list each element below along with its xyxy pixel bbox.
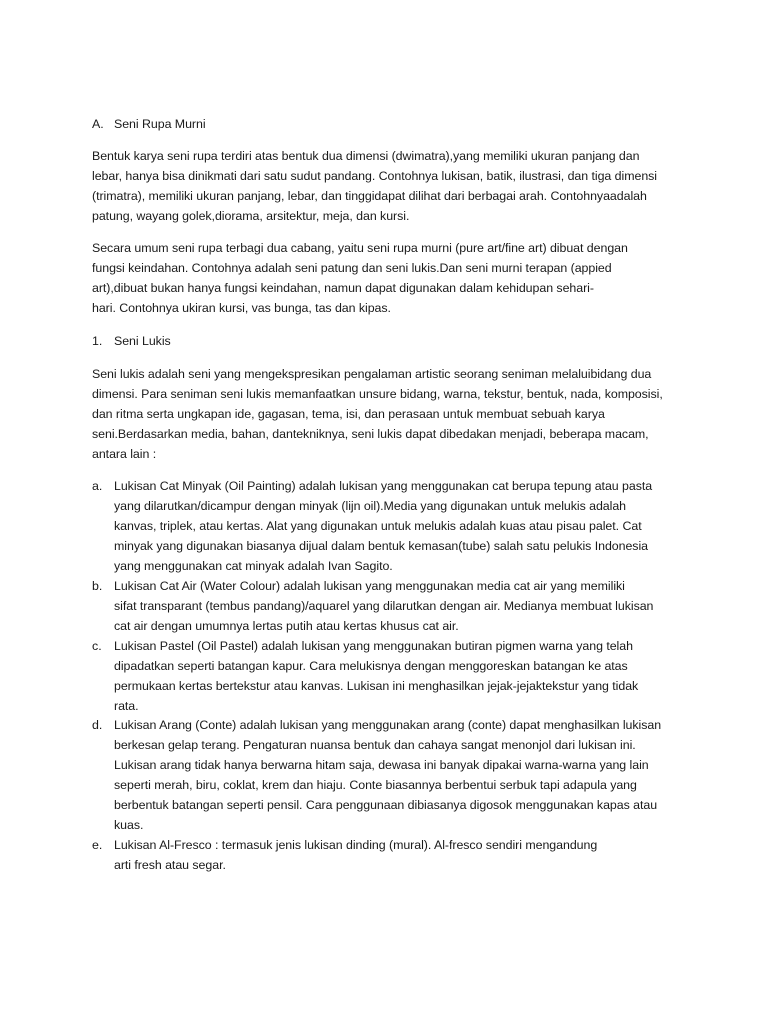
list-item-line: Lukisan Arang (Conte) adalah lukisan yang menggunakan arang (conte) dapat menghasilkan lukisan bbox=[114, 718, 662, 732]
list-item-line: kuas. bbox=[114, 818, 144, 832]
paragraph-line: antara lain : bbox=[92, 447, 157, 461]
paragraph-line: Secara umum seni rupa terbagi dua cabang, yaitu seni rupa murni (pure art/fine art) dibuat dengan bbox=[92, 241, 628, 255]
list-marker: a. bbox=[92, 479, 103, 493]
list-item-line: Lukisan arang tidak hanya berwarna hitam saja, dewasa ini banyak dipakai warna-warna yang lain bbox=[114, 758, 649, 772]
list-item-line: rata. bbox=[114, 699, 139, 713]
paragraph-line: (trimatra), memiliki ukuran panjang, lebar, dan tinggidapat dilihat dari berbagai arah. Contohnyaadalah bbox=[92, 189, 647, 203]
paragraph-line: Seni lukis adalah seni yang mengekspresikan pengalaman artistic seorang seniman melaluibidang dua bbox=[92, 367, 652, 381]
list-item-line: cat air dengan umumnya lertas putih atau kertas khusus cat air. bbox=[114, 619, 459, 633]
list-item-line: Lukisan Al-Fresco : termasuk jenis lukisan dinding (mural). Al-fresco sendiri mengandung bbox=[114, 838, 598, 852]
list-item-line: permukaan kertas bertekstur atau kanvas. Lukisan ini menghasilkan jejak-jejaktekstur yang tidak bbox=[114, 679, 639, 693]
list-item-line: yang menggunakan cat minyak adalah Ivan Sagito. bbox=[114, 559, 393, 573]
section-1-title: Seni Lukis bbox=[114, 334, 171, 348]
section-a-number: A. bbox=[92, 117, 104, 131]
list-item-line: arti fresh atau segar. bbox=[114, 858, 226, 872]
paragraph-line: fungsi keindahan. Contohnya adalah seni patung dan seni lukis.Dan seni murni terapan (appied bbox=[92, 261, 612, 275]
paragraph-line: Bentuk karya seni rupa terdiri atas bentuk dua dimensi (dwimatra),yang memiliki ukuran panjang dan bbox=[92, 149, 640, 163]
list-item-line: berkesan gelap terang. Pengaturan nuansa bentuk dan cahaya sangat menonjol dari lukisan ini. bbox=[114, 738, 636, 752]
paragraph-line: dan ritma serta ungkapan ide, gagasan, tema, isi, dan perasaan untuk membuat sebuah karya bbox=[92, 407, 605, 421]
list-marker: c. bbox=[92, 639, 102, 653]
paragraph-line: art),dibuat bukan hanya fungsi keindahan, namun dapat digunakan dalam kehidupan sehari- bbox=[92, 281, 594, 295]
paragraph-line: seni.Berdasarkan media, bahan, dantekniknya, seni lukis dapat dibedakan menjadi, beberapa macam, bbox=[92, 427, 649, 441]
list-item-line: yang dilarutkan/dicampur dengan minyak (lijn oil).Media yang digunakan untuk melukis adalah bbox=[114, 499, 627, 513]
list-item-line: kanvas, triplek, atau kertas. Alat yang digunakan untuk melukis adalah kuas atau pisau palet. Cat bbox=[114, 519, 642, 533]
list-marker: d. bbox=[92, 718, 103, 732]
list-item-line: Lukisan Pastel (Oil Pastel) adalah lukisan yang menggunakan butiran pigmen warna yang telah bbox=[114, 639, 633, 653]
paragraph-line: dimensi. Para seniman seni lukis memanfaatkan unsure bidang, warna, tekstur, bentuk, nada, komposisi, bbox=[92, 387, 663, 401]
list-item-line: seperti merah, biru, coklat, krem dan hiaju. Conte biasannya berbentui serbuk tapi adapula yang bbox=[114, 778, 637, 792]
paragraph-line: lebar, hanya bisa dinikmati dari satu sudut pandang. Contohnya lukisan, batik, ilustrasi, dan tiga dimensi bbox=[92, 169, 658, 183]
list-item-line: Lukisan Cat Air (Water Colour) adalah lukisan yang menggunakan media cat air yang memiliki bbox=[114, 579, 625, 593]
paragraph-line: hari. Contohnya ukiran kursi, vas bunga, tas dan kipas. bbox=[92, 301, 391, 315]
paragraph-line: patung, wayang golek,diorama, arsitektur, meja, dan kursi. bbox=[92, 209, 410, 223]
list-marker: e. bbox=[92, 838, 103, 852]
list-item-line: berbentuk batangan seperti pensil. Cara penggunaan dibiasanya digosok menggunakan kapas atau bbox=[114, 798, 658, 812]
list-marker: b. bbox=[92, 579, 103, 593]
list-item-line: dipadatkan seperti batangan kapur. Cara melukisnya dengan menggoreskan batangan ke atas bbox=[114, 659, 628, 673]
list-item-line: minyak yang digunakan biasanya dijual dalam bentuk kemasan(tube) salah satu pelukis Indonesia bbox=[114, 539, 648, 553]
list-item-line: sifat transparant (tembus pandang)/aquarel yang dilarutkan dengan air. Medianya membuat lukisan bbox=[114, 599, 654, 613]
list-item-line: Lukisan Cat Minyak (Oil Painting) adalah lukisan yang menggunakan cat berupa tepung atau pasta bbox=[114, 479, 653, 493]
section-1-number: 1. bbox=[92, 334, 103, 348]
section-a-title: Seni Rupa Murni bbox=[114, 117, 206, 131]
